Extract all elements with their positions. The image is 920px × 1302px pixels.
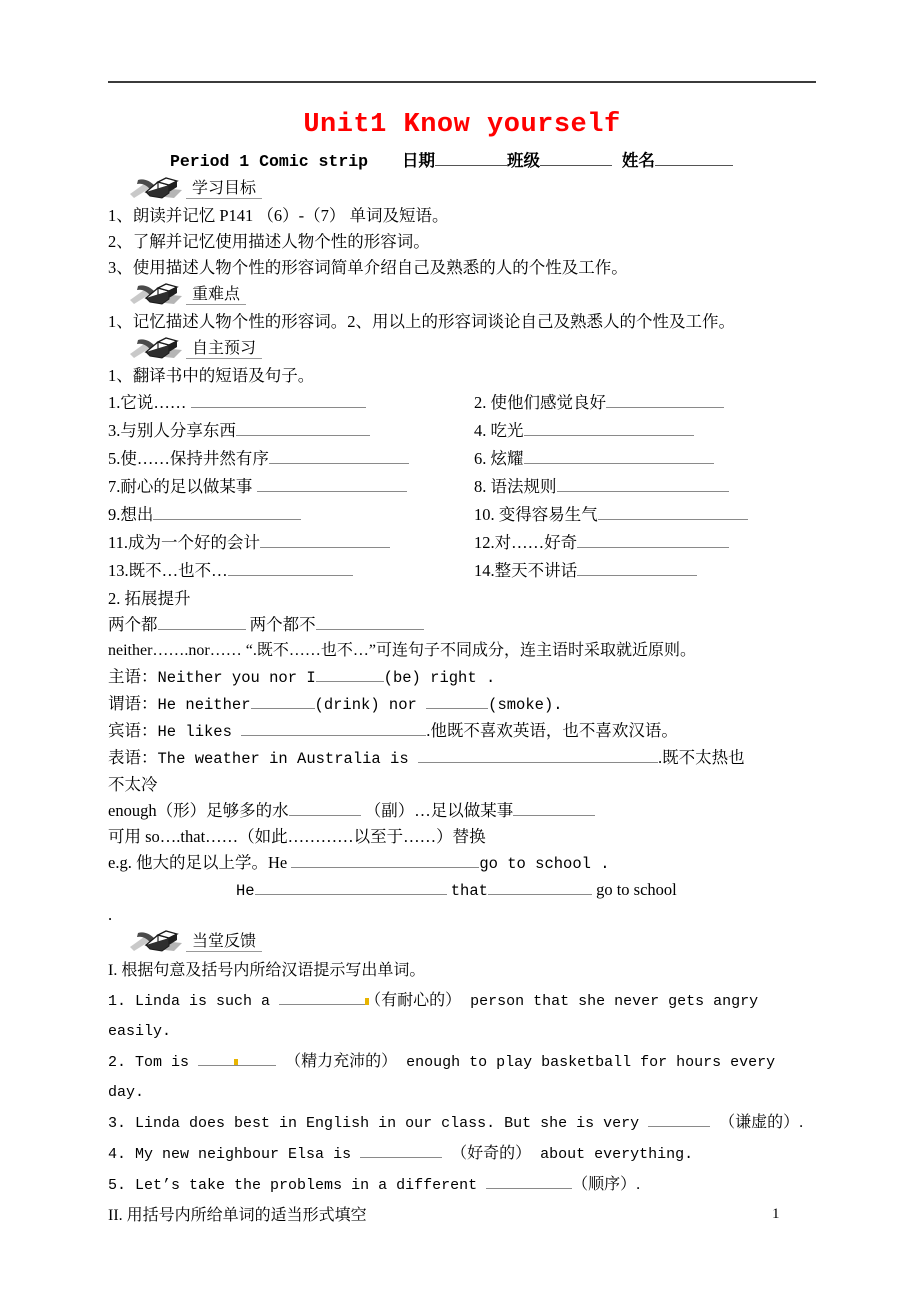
phrase-text: 吃光	[490, 421, 524, 440]
phrase-text: 使他们感觉良好	[490, 393, 606, 412]
feedback-part2-title: II. 用括号内所给单词的适当形式填空	[108, 1207, 367, 1224]
objective-item: 2、了解并记忆使用描述人物个性的形容词。	[108, 232, 430, 251]
feedback-part1-title: I. 根据句意及括号内所给汉语提示写出单词。	[108, 962, 426, 979]
answer-blank[interactable]	[234, 1050, 276, 1066]
example-line-2	[108, 877, 816, 904]
phrase-text: 变得容易生气	[498, 505, 598, 524]
header-rule	[108, 81, 816, 83]
period-line	[108, 148, 816, 175]
phrase-text: 耐心的足以做某事	[120, 477, 253, 496]
phrase-number: 6.	[474, 449, 487, 468]
phrase-number: 2.	[474, 393, 487, 412]
item-number: 5.	[108, 1177, 127, 1194]
grammar-mid: (drink) nor	[314, 696, 427, 714]
feedback-item-2	[108, 1047, 816, 1078]
phrase-blank[interactable]	[236, 420, 370, 436]
grammar-after: (smoke).	[488, 696, 563, 714]
item-number: 1.	[108, 993, 127, 1010]
phrase-blank[interactable]	[260, 532, 390, 548]
grammar-row-object	[108, 718, 816, 745]
example-blank-1[interactable]	[291, 852, 479, 868]
preview-task2-title: 2. 拓展提升	[108, 589, 191, 608]
item-pre: My new neighbour Elsa is	[135, 1146, 361, 1163]
grammar-label: 表语：	[108, 748, 158, 767]
phrase-item	[108, 445, 474, 473]
phrase-item	[108, 473, 474, 501]
enough-blank-b[interactable]	[513, 800, 595, 816]
phrase-text: 炫耀	[490, 449, 524, 468]
phrase-blank[interactable]	[257, 476, 407, 492]
page-number: 1	[772, 1206, 780, 1222]
grammar-before: He likes	[157, 723, 242, 741]
phrase-item	[108, 417, 474, 445]
example-tail-2: go to school	[596, 880, 677, 899]
phrase-text: 成为一个好的会计	[128, 533, 261, 552]
item-hint: （精力充沛的）	[285, 1053, 398, 1070]
grammar-blank[interactable]	[241, 720, 426, 736]
phrase-number: 4.	[474, 421, 487, 440]
example-line-2-period: .	[108, 905, 113, 924]
phrase-blank[interactable]	[577, 560, 697, 576]
phrase-number: 14.	[474, 561, 495, 580]
phrase-blank[interactable]	[577, 532, 729, 548]
phrase-number: 8.	[474, 477, 487, 496]
neither-nor-rule: neither…….nor…… “.既不……也不…”可连句子不同成分，连主语时采取就近原则。	[108, 642, 696, 659]
objective-item: 3、使用描述人物个性的形容词简单介绍自己及熟悉的人的个性及工作。	[108, 258, 628, 277]
phrase-text: 它说……	[120, 393, 187, 412]
key-point-item: 1、记忆描述人物个性的形容词。2、用以上的形容词谈论自己及熟悉人的个性及工作。	[108, 312, 735, 331]
open-book-icon	[128, 282, 186, 308]
phrase-text: 使……保持井然有序	[120, 449, 269, 468]
phrase-number: 9.	[108, 505, 121, 524]
grammar-mid: (be) right .	[383, 669, 496, 687]
grammar-label: 主语：	[108, 667, 158, 686]
answer-blank[interactable]	[486, 1173, 572, 1189]
both-neither-line	[108, 612, 816, 638]
phrase-item	[108, 389, 474, 417]
document-body	[108, 100, 816, 1231]
item-post: about everything.	[531, 1146, 694, 1163]
enough-label-a: enough（形）足够多的水	[108, 801, 289, 820]
grammar-mid: .既不太热也	[657, 748, 745, 767]
phrase-number: 5.	[108, 449, 121, 468]
open-book-icon	[128, 929, 186, 955]
grammar-blank[interactable]	[316, 666, 384, 682]
phrase-blank[interactable]	[269, 448, 409, 464]
example-he: He	[236, 882, 255, 900]
class-label: 班级	[506, 151, 540, 170]
feedback-item-3	[108, 1108, 816, 1139]
item-pre: Linda does best in English in our class. But she is very	[135, 1115, 649, 1132]
both-label: 两个都	[108, 615, 158, 634]
neither-blank[interactable]	[316, 614, 424, 630]
enough-line	[108, 798, 816, 824]
section-heading-feedback	[108, 928, 816, 956]
grammar-row-subject	[108, 664, 816, 691]
feedback-heading-text: 当堂反馈	[186, 933, 262, 952]
item-pre: Linda is such a	[135, 993, 280, 1010]
phrase-item	[474, 529, 816, 557]
example-blank-2a[interactable]	[255, 879, 447, 895]
phrase-column-right	[474, 389, 816, 585]
section-heading-key-points	[108, 281, 816, 309]
phrase-blank[interactable]	[191, 392, 366, 408]
feedback-item-1-cont: easily.	[108, 1023, 172, 1040]
phrase-item	[474, 501, 816, 529]
item-number: 2.	[108, 1054, 127, 1071]
item-post: enough to play basketball for hours every	[397, 1054, 776, 1071]
enough-label-b: （副）…足以做某事	[364, 801, 514, 820]
grammar-blank[interactable]	[418, 747, 658, 763]
date-blank[interactable]	[435, 150, 507, 166]
phrase-text: 整天不讲话	[494, 561, 578, 580]
phrase-item	[474, 417, 816, 445]
key-points-heading-text: 重难点	[186, 286, 246, 305]
example-that: that	[450, 882, 488, 900]
class-blank[interactable]	[540, 150, 612, 166]
phrase-text: 想出	[120, 505, 154, 524]
grammar-label: 宾语：	[108, 721, 158, 740]
phrase-blank[interactable]	[228, 560, 353, 576]
name-blank[interactable]	[655, 150, 733, 166]
example-label: e.g. 他大的足以上学。He	[108, 853, 292, 872]
phrase-text: 语法规则	[490, 477, 557, 496]
phrase-number: 10.	[474, 505, 495, 524]
answer-blank[interactable]	[198, 1050, 234, 1066]
phrase-column-left	[108, 389, 474, 585]
example-line-1	[108, 850, 816, 877]
phrase-text: 既不…也不…	[128, 561, 228, 580]
phrase-item	[474, 473, 816, 501]
phrase-item	[108, 529, 474, 557]
date-label: 日期	[401, 151, 435, 170]
phrase-item	[474, 389, 816, 417]
grammar-blank[interactable]	[426, 693, 488, 709]
phrase-text: 对……好奇	[494, 533, 578, 552]
feedback-item-1	[108, 986, 816, 1017]
item-pre: Tom is	[135, 1054, 199, 1071]
objective-item: 1、朗读并记忆 P141 （6）-（7） 单词及短语。	[108, 206, 449, 225]
phrase-item	[474, 557, 816, 585]
item-number: 3.	[108, 1115, 127, 1132]
phrase-number: 7.	[108, 477, 121, 496]
both-blank[interactable]	[158, 614, 246, 630]
grammar-before: He neither	[157, 696, 251, 714]
answer-blank[interactable]	[279, 989, 365, 1005]
phrase-blank[interactable]	[524, 420, 694, 436]
grammar-blank[interactable]	[251, 693, 315, 709]
grammar-row-predicative-cont: 不太冷	[108, 775, 158, 794]
item-hint: （有耐心的）	[365, 992, 462, 1009]
page-title: Unit1 Know yourself	[303, 110, 621, 140]
phrase-number: 12.	[474, 533, 495, 552]
period-label: Period 1 Comic strip	[170, 152, 369, 171]
section-heading-preview	[108, 335, 816, 363]
so-that-line: 可用 so….that……（如此…………以至于……）替换	[108, 827, 486, 846]
item-hint: （谦虚的）.	[719, 1114, 804, 1131]
phrase-text: 与别人分享东西	[120, 421, 236, 440]
phrase-blank[interactable]	[153, 504, 301, 520]
name-label: 姓名	[621, 151, 655, 170]
phrase-number: 1.	[108, 393, 121, 412]
phrase-blank[interactable]	[606, 392, 724, 408]
grammar-mid: .他既不喜欢英语，也不喜欢汉语。	[426, 721, 678, 740]
open-book-icon	[128, 176, 186, 202]
answer-blank[interactable]	[648, 1111, 710, 1127]
objectives-heading-text: 学习目标	[186, 180, 262, 199]
phrase-item	[108, 557, 474, 585]
phrase-number: 3.	[108, 421, 121, 440]
item-post: person that she never gets angry	[461, 993, 759, 1010]
grammar-before: Neither you nor I	[157, 669, 316, 687]
grammar-before: The weather in Australia is	[157, 750, 418, 768]
phrase-item	[108, 501, 474, 529]
phrase-item	[474, 445, 816, 473]
phrase-blank[interactable]	[557, 476, 729, 492]
preview-heading-text: 自主预习	[186, 340, 262, 359]
answer-blank[interactable]	[360, 1142, 442, 1158]
item-pre: Let’s take the problems in a different	[135, 1177, 487, 1194]
grammar-row-predicative	[108, 745, 816, 772]
grammar-label: 谓语：	[108, 694, 158, 713]
phrase-grid	[108, 389, 816, 585]
item-hint: （顺序）.	[572, 1176, 641, 1193]
item-hint: （好奇的）	[451, 1145, 532, 1162]
phrase-blank[interactable]	[524, 448, 714, 464]
phrase-number: 13.	[108, 561, 129, 580]
open-book-icon	[128, 336, 186, 362]
example-tail: go to school .	[479, 855, 610, 873]
example-blank-2b[interactable]	[488, 879, 592, 895]
enough-blank-a[interactable]	[289, 800, 361, 816]
grammar-row-predicate	[108, 691, 816, 718]
phrase-number: 11.	[108, 533, 129, 552]
phrase-blank[interactable]	[598, 504, 748, 520]
item-number: 4.	[108, 1146, 127, 1163]
neither-label: 两个都不	[249, 615, 316, 634]
feedback-item-2-cont: day.	[108, 1084, 145, 1101]
preview-task1-title: 1、翻译书中的短语及句子。	[108, 366, 315, 385]
feedback-item-4	[108, 1139, 816, 1170]
feedback-item-5	[108, 1170, 816, 1201]
section-heading-objectives	[108, 175, 816, 203]
